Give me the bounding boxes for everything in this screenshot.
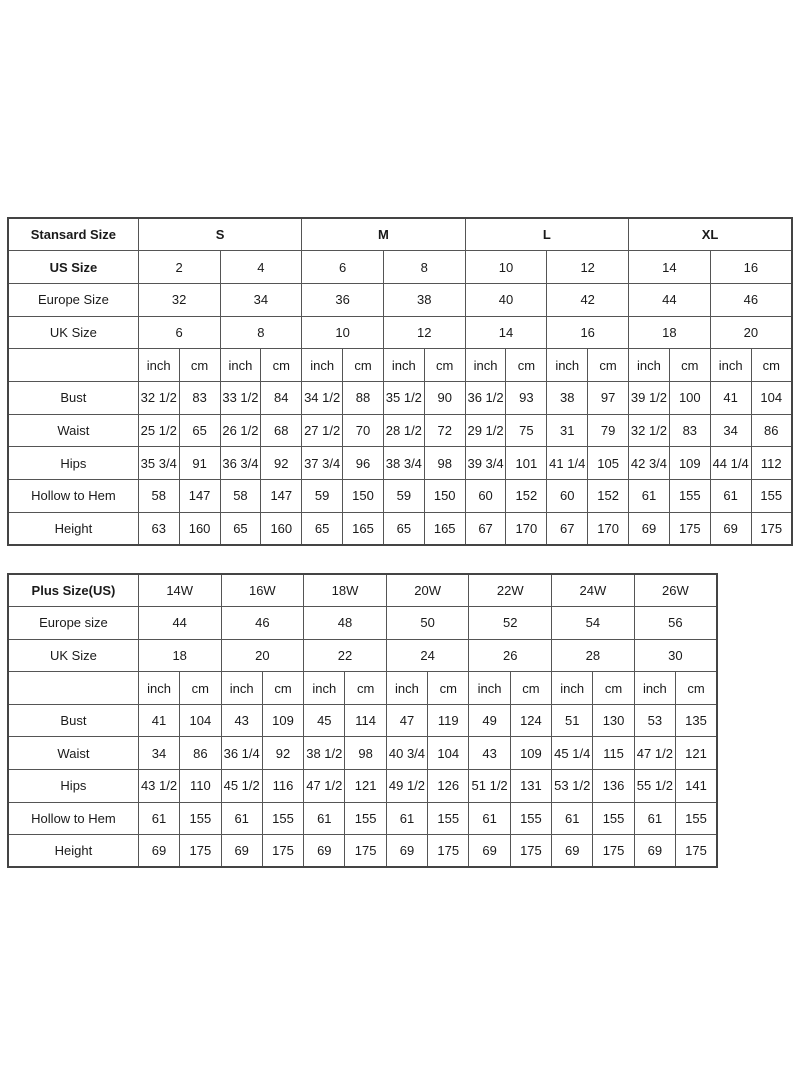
measurement-value: 83 (669, 414, 710, 447)
measurement-value: 69 (552, 835, 593, 868)
measurement-row-hips (8, 447, 792, 480)
uk-size-value: 20 (710, 316, 792, 349)
unit-header: cm (588, 349, 629, 382)
measurement-value: 175 (751, 512, 792, 545)
measurement-row-hollow-to-hem (8, 480, 792, 513)
plus-europe-value: 54 (552, 607, 635, 640)
plus-europe-value: 46 (221, 607, 304, 640)
measurement-label: Hips (8, 770, 138, 803)
measurement-value: 155 (180, 802, 221, 835)
uk-size-value: 14 (465, 316, 547, 349)
measurement-value: 31 (547, 414, 588, 447)
unit-header: inch (629, 349, 670, 382)
plus-measurement-row-height (8, 835, 717, 868)
uk-size-value: 18 (629, 316, 711, 349)
measurement-value: 65 (179, 414, 220, 447)
measurement-value: 69 (629, 512, 670, 545)
plus-unit-row-label (8, 672, 138, 705)
unit-header: inch (383, 349, 424, 382)
unit-header: inch (220, 349, 261, 382)
unit-header: cm (343, 349, 384, 382)
measurement-value: 45 (304, 704, 345, 737)
measurement-value: 84 (261, 381, 302, 414)
measurement-value: 34 1/2 (302, 381, 343, 414)
europe-size-value: 40 (465, 283, 547, 316)
measurement-value: 29 1/2 (465, 414, 506, 447)
measurement-value: 135 (676, 704, 717, 737)
measurement-value: 58 (138, 480, 179, 513)
uk-size-row (8, 316, 792, 349)
measurement-value: 155 (510, 802, 551, 835)
measurement-value: 39 3/4 (465, 447, 506, 480)
unit-header: cm (424, 349, 465, 382)
measurement-row-height (8, 512, 792, 545)
measurement-value: 170 (588, 512, 629, 545)
measurement-label: Hollow to Hem (8, 802, 138, 835)
unit-header: inch (552, 672, 593, 705)
measurement-value: 97 (588, 381, 629, 414)
measurement-value: 59 (302, 480, 343, 513)
us-size-value: 10 (465, 251, 547, 284)
measurement-value: 155 (751, 480, 792, 513)
unit-header: inch (465, 349, 506, 382)
measurement-value: 69 (710, 512, 751, 545)
plus-uk-value: 18 (138, 639, 221, 672)
measurement-value: 69 (386, 835, 427, 868)
unit-header: cm (428, 672, 469, 705)
measurement-value: 155 (676, 802, 717, 835)
measurement-value: 92 (262, 737, 303, 770)
measurement-value: 42 3/4 (629, 447, 670, 480)
measurement-value: 86 (180, 737, 221, 770)
measurement-value: 109 (669, 447, 710, 480)
measurement-value: 60 (547, 480, 588, 513)
plus-uk-value: 26 (469, 639, 552, 672)
unit-header: cm (751, 349, 792, 382)
measurement-value: 61 (221, 802, 262, 835)
unit-header: cm (345, 672, 386, 705)
measurement-value: 91 (179, 447, 220, 480)
measurement-value: 88 (343, 381, 384, 414)
measurement-value: 43 (221, 704, 262, 737)
plus-europe-value: 44 (138, 607, 221, 640)
unit-header: cm (179, 349, 220, 382)
measurement-value: 175 (593, 835, 634, 868)
measurement-value: 116 (262, 770, 303, 803)
plus-size-value: 20W (386, 574, 469, 607)
measurement-value: 121 (676, 737, 717, 770)
measurement-value: 100 (669, 381, 710, 414)
measurement-value: 86 (751, 414, 792, 447)
plus-size-table (7, 573, 718, 868)
plus-measurement-row-waist (8, 737, 717, 770)
measurement-value: 75 (506, 414, 547, 447)
measurement-value: 110 (180, 770, 221, 803)
plus-measurement-row-hips (8, 770, 717, 803)
measurement-value: 47 (386, 704, 427, 737)
measurement-value: 61 (634, 802, 675, 835)
measurement-value: 51 1/2 (469, 770, 510, 803)
unit-header: inch (302, 349, 343, 382)
europe-size-value: 44 (629, 283, 711, 316)
measurement-label: Waist (8, 414, 138, 447)
measurement-value: 150 (424, 480, 465, 513)
measurement-value: 61 (710, 480, 751, 513)
measurement-label: Hollow to Hem (8, 480, 138, 513)
measurement-value: 175 (180, 835, 221, 868)
measurement-value: 41 (710, 381, 751, 414)
unit-header: inch (547, 349, 588, 382)
measurement-value: 150 (343, 480, 384, 513)
measurement-label: Height (8, 835, 138, 868)
us-size-row (8, 251, 792, 284)
plus-uk-row (8, 639, 717, 672)
unit-header: cm (593, 672, 634, 705)
plus-size-value: 18W (304, 574, 387, 607)
unit-header: cm (506, 349, 547, 382)
measurement-value: 41 1/4 (547, 447, 588, 480)
us-size-value: 4 (220, 251, 302, 284)
measurement-value: 38 3/4 (383, 447, 424, 480)
measurement-value: 175 (510, 835, 551, 868)
uk-size-label: UK Size (8, 316, 138, 349)
measurement-value: 53 1/2 (552, 770, 593, 803)
us-size-value: 16 (710, 251, 792, 284)
measurement-value: 36 1/4 (221, 737, 262, 770)
measurement-value: 38 (547, 381, 588, 414)
measurement-value: 25 1/2 (138, 414, 179, 447)
measurement-value: 60 (465, 480, 506, 513)
measurement-value: 33 1/2 (220, 381, 261, 414)
plus-uk-value: 30 (634, 639, 717, 672)
measurement-value: 160 (179, 512, 220, 545)
unit-header: cm (669, 349, 710, 382)
measurement-value: 175 (676, 835, 717, 868)
measurement-row-waist (8, 414, 792, 447)
unit-header: inch (138, 672, 179, 705)
measurement-value: 175 (345, 835, 386, 868)
measurement-value: 155 (593, 802, 634, 835)
unit-header: cm (510, 672, 551, 705)
measurement-label: Height (8, 512, 138, 545)
measurement-value: 43 (469, 737, 510, 770)
measurement-value: 34 (138, 737, 179, 770)
plus-header-row (8, 574, 717, 607)
measurement-value: 43 1/2 (138, 770, 179, 803)
measurement-value: 67 (547, 512, 588, 545)
plus-measurement-row-bust (8, 704, 717, 737)
plus-unit-row (8, 672, 717, 705)
measurement-value: 98 (424, 447, 465, 480)
measurement-value: 61 (552, 802, 593, 835)
measurement-value: 47 1/2 (304, 770, 345, 803)
measurement-value: 65 (302, 512, 343, 545)
uk-size-value: 8 (220, 316, 302, 349)
measurement-value: 93 (506, 381, 547, 414)
measurement-value: 104 (428, 737, 469, 770)
measurement-value: 72 (424, 414, 465, 447)
measurement-value: 79 (588, 414, 629, 447)
measurement-value: 61 (138, 802, 179, 835)
unit-header: cm (262, 672, 303, 705)
uk-size-value: 10 (302, 316, 384, 349)
measurement-value: 65 (383, 512, 424, 545)
measurement-value: 53 (634, 704, 675, 737)
standard-size-heading: Stansard Size (8, 218, 138, 251)
plus-size-value: 26W (634, 574, 717, 607)
plus-size-value: 22W (469, 574, 552, 607)
measurement-value: 155 (669, 480, 710, 513)
us-size-value: 6 (302, 251, 384, 284)
standard-header-row (8, 218, 792, 251)
unit-row (8, 349, 792, 382)
measurement-value: 126 (428, 770, 469, 803)
measurement-row-bust (8, 381, 792, 414)
us-size-value: 8 (383, 251, 465, 284)
measurement-label: Bust (8, 704, 138, 737)
unit-header: inch (469, 672, 510, 705)
measurement-value: 131 (510, 770, 551, 803)
measurement-value: 59 (383, 480, 424, 513)
europe-size-value: 42 (547, 283, 629, 316)
uk-size-value: 6 (138, 316, 220, 349)
measurement-value: 152 (506, 480, 547, 513)
measurement-value: 165 (343, 512, 384, 545)
unit-header: cm (676, 672, 717, 705)
measurement-value: 155 (345, 802, 386, 835)
measurement-value: 90 (424, 381, 465, 414)
measurement-value: 51 (552, 704, 593, 737)
size-group-m: M (302, 218, 465, 251)
measurement-value: 69 (304, 835, 345, 868)
measurement-value: 27 1/2 (302, 414, 343, 447)
measurement-value: 37 3/4 (302, 447, 343, 480)
measurement-value: 170 (506, 512, 547, 545)
plus-size-value: 24W (552, 574, 635, 607)
measurement-value: 69 (469, 835, 510, 868)
us-size-label: US Size (8, 251, 138, 284)
us-size-value: 14 (629, 251, 711, 284)
measurement-value: 70 (343, 414, 384, 447)
measurement-value: 39 1/2 (629, 381, 670, 414)
measurement-value: 109 (262, 704, 303, 737)
size-group-l: L (465, 218, 628, 251)
plus-uk-value: 24 (386, 639, 469, 672)
plus-europe-row (8, 607, 717, 640)
measurement-value: 96 (343, 447, 384, 480)
measurement-value: 45 1/2 (221, 770, 262, 803)
measurement-value: 34 (710, 414, 751, 447)
measurement-value: 45 1/4 (552, 737, 593, 770)
europe-size-label: Europe Size (8, 283, 138, 316)
measurement-label: Bust (8, 381, 138, 414)
unit-row-label (8, 349, 138, 382)
measurement-value: 67 (465, 512, 506, 545)
measurement-value: 175 (262, 835, 303, 868)
europe-size-row (8, 283, 792, 316)
measurement-value: 121 (345, 770, 386, 803)
measurement-value: 109 (510, 737, 551, 770)
measurement-value: 35 1/2 (383, 381, 424, 414)
unit-header: inch (386, 672, 427, 705)
plus-uk-value: 28 (552, 639, 635, 672)
uk-size-value: 12 (383, 316, 465, 349)
measurement-value: 55 1/2 (634, 770, 675, 803)
measurement-value: 38 1/2 (304, 737, 345, 770)
measurement-value: 114 (345, 704, 386, 737)
plus-measurement-row-hollow-to-hem (8, 802, 717, 835)
measurement-value: 58 (220, 480, 261, 513)
measurement-value: 155 (428, 802, 469, 835)
measurement-value: 69 (634, 835, 675, 868)
measurement-value: 160 (261, 512, 302, 545)
plus-europe-value: 48 (304, 607, 387, 640)
measurement-value: 152 (588, 480, 629, 513)
measurement-value: 35 3/4 (138, 447, 179, 480)
measurement-label: Waist (8, 737, 138, 770)
measurement-value: 36 1/2 (465, 381, 506, 414)
measurement-value: 49 (469, 704, 510, 737)
plus-uk-label: UK Size (8, 639, 138, 672)
size-group-xl: XL (629, 218, 792, 251)
europe-size-value: 32 (138, 283, 220, 316)
size-group-s: S (138, 218, 301, 251)
us-size-value: 12 (547, 251, 629, 284)
plus-europe-value: 56 (634, 607, 717, 640)
europe-size-value: 38 (383, 283, 465, 316)
measurement-value: 155 (262, 802, 303, 835)
measurement-value: 28 1/2 (383, 414, 424, 447)
us-size-value: 2 (138, 251, 220, 284)
plus-europe-label: Europe size (8, 607, 138, 640)
europe-size-value: 34 (220, 283, 302, 316)
europe-size-value: 36 (302, 283, 384, 316)
measurement-value: 141 (676, 770, 717, 803)
measurement-value: 147 (179, 480, 220, 513)
standard-size-table (7, 217, 793, 546)
plus-size-value: 14W (138, 574, 221, 607)
measurement-value: 147 (261, 480, 302, 513)
unit-header: cm (180, 672, 221, 705)
measurement-value: 175 (669, 512, 710, 545)
measurement-value: 124 (510, 704, 551, 737)
measurement-value: 104 (751, 381, 792, 414)
measurement-value: 104 (180, 704, 221, 737)
unit-header: inch (710, 349, 751, 382)
measurement-value: 40 3/4 (386, 737, 427, 770)
measurement-value: 41 (138, 704, 179, 737)
measurement-value: 61 (386, 802, 427, 835)
measurement-value: 98 (345, 737, 386, 770)
measurement-value: 44 1/4 (710, 447, 751, 480)
measurement-value: 61 (629, 480, 670, 513)
plus-europe-value: 52 (469, 607, 552, 640)
unit-header: inch (304, 672, 345, 705)
unit-header: cm (261, 349, 302, 382)
plus-size-heading: Plus Size(US) (8, 574, 138, 607)
measurement-value: 63 (138, 512, 179, 545)
plus-uk-value: 22 (304, 639, 387, 672)
unit-header: inch (138, 349, 179, 382)
measurement-value: 83 (179, 381, 220, 414)
measurement-value: 32 1/2 (138, 381, 179, 414)
measurement-label: Hips (8, 447, 138, 480)
measurement-value: 136 (593, 770, 634, 803)
unit-header: inch (634, 672, 675, 705)
measurement-value: 61 (304, 802, 345, 835)
unit-header: inch (221, 672, 262, 705)
measurement-value: 68 (261, 414, 302, 447)
uk-size-value: 16 (547, 316, 629, 349)
measurement-value: 119 (428, 704, 469, 737)
measurement-value: 130 (593, 704, 634, 737)
measurement-value: 26 1/2 (220, 414, 261, 447)
measurement-value: 65 (220, 512, 261, 545)
measurement-value: 115 (593, 737, 634, 770)
plus-uk-value: 20 (221, 639, 304, 672)
measurement-value: 32 1/2 (629, 414, 670, 447)
measurement-value: 105 (588, 447, 629, 480)
plus-size-value: 16W (221, 574, 304, 607)
measurement-value: 47 1/2 (634, 737, 675, 770)
measurement-value: 36 3/4 (220, 447, 261, 480)
plus-europe-value: 50 (386, 607, 469, 640)
measurement-value: 112 (751, 447, 792, 480)
measurement-value: 69 (221, 835, 262, 868)
measurement-value: 175 (428, 835, 469, 868)
measurement-value: 69 (138, 835, 179, 868)
measurement-value: 92 (261, 447, 302, 480)
measurement-value: 49 1/2 (386, 770, 427, 803)
measurement-value: 61 (469, 802, 510, 835)
europe-size-value: 46 (710, 283, 792, 316)
measurement-value: 165 (424, 512, 465, 545)
measurement-value: 101 (506, 447, 547, 480)
